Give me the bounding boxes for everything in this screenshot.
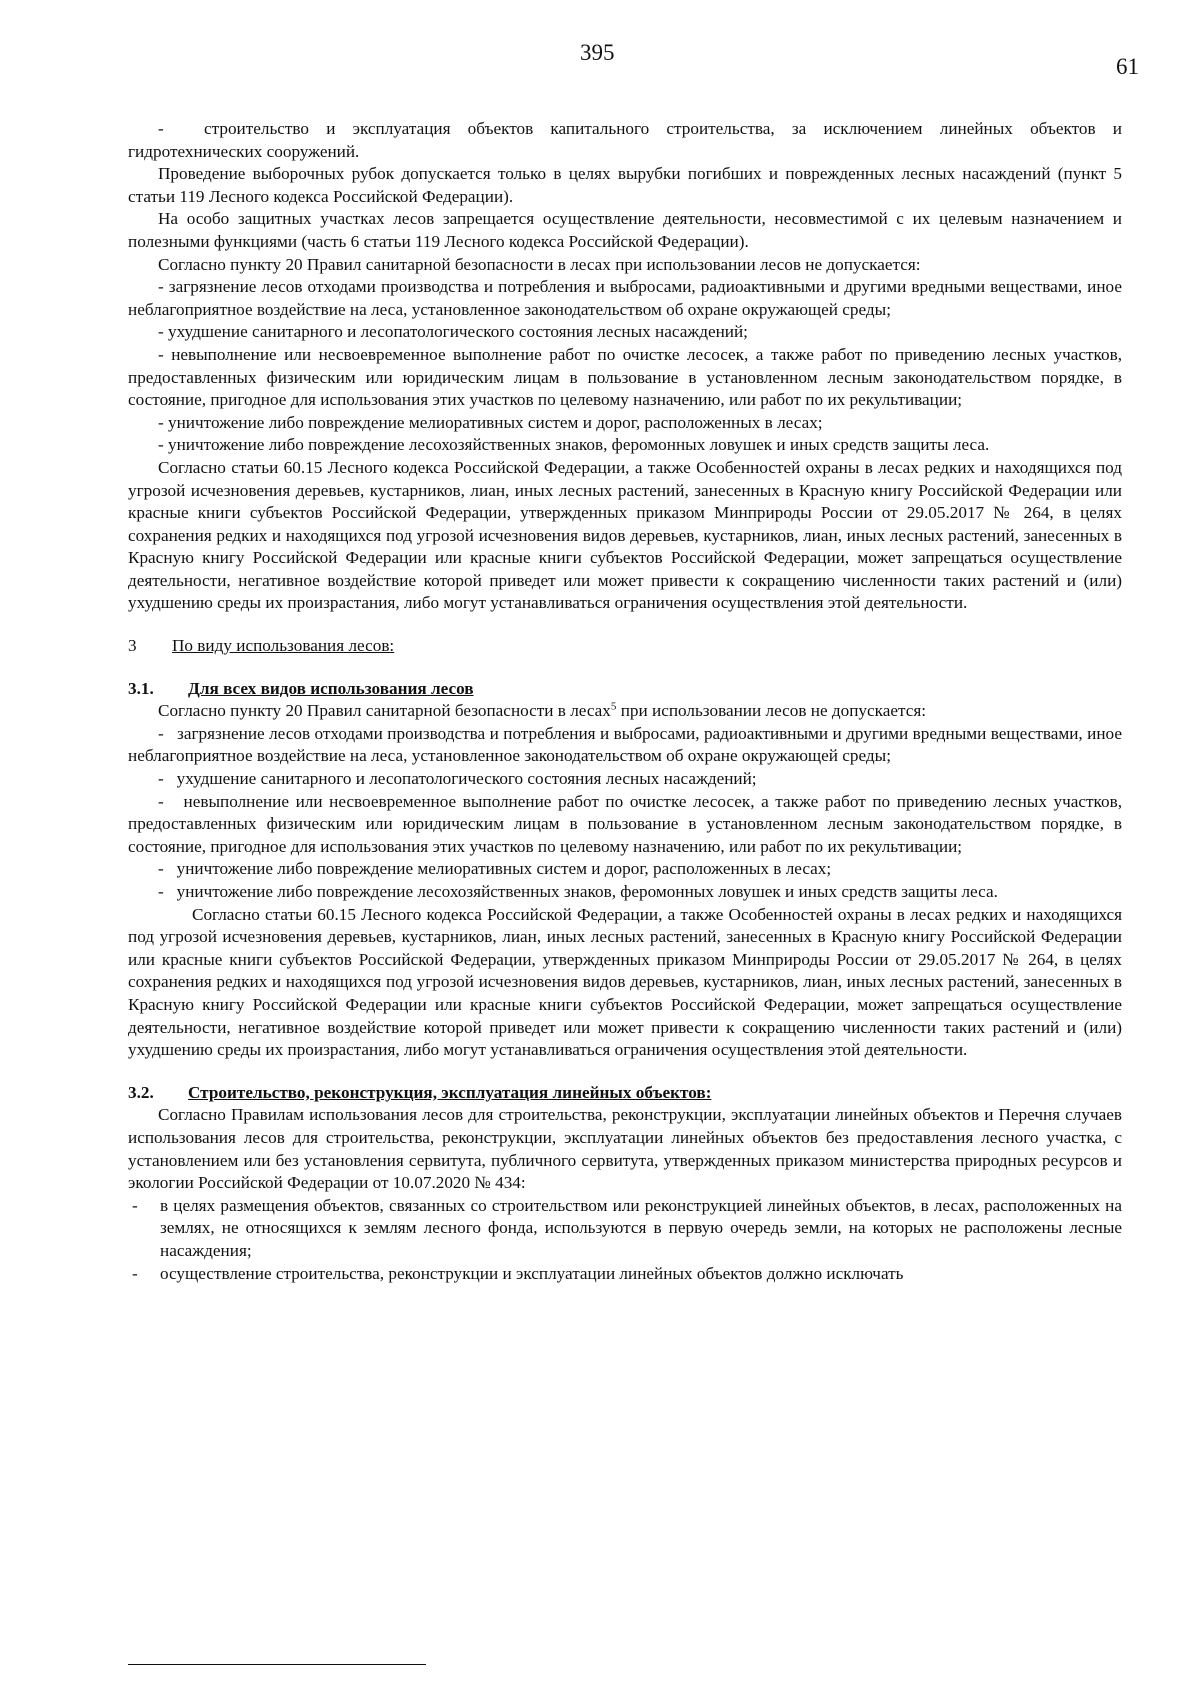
- list-item-text: уничтожение либо повреждение лесохозяйственных знаков, феромонных ловушек и иных средств защиты леса.: [176, 882, 998, 901]
- bullet-list: [128, 1195, 1122, 1285]
- paragraph: Согласно статьи 60.15 Лесного кодекса Российской Федерации, а также Особенностей охраны в лесах редких и находящихся под угрозой исчезновения деревьев, кустарников, лиан, иных лесных растений, занесенных в Красную книгу Российской Федерации или красные книги субъектов Российской Федерации, утвержденных приказом Минприроды России от 29.05.2017 № 264, в целях сохранения редких и находящихся под угрозой исчезновения видов деревьев, кустарников, лиан, иных лесных растений, занесенных в Красную книгу Российской Федерации или красные книги субъектов Российской Федерации, может запрещаться осуществление деятельности, негативное воздействие которой приведет или может привести к сокращению численности таких растений и (или) ухудшению среды их произрастания, либо могут устанавливаться ограничения осуществления этой деятельности.: [128, 904, 1122, 1060]
- paragraph: - ухудшение санитарного и лесопатологического состояния лесных насаждений;: [158, 322, 748, 342]
- list-dash: -: [158, 769, 164, 789]
- paragraph-text: при использовании лесов не допускается:: [616, 701, 927, 721]
- list-item: [128, 881, 1122, 904]
- paragraph: Проведение выборочных рубок допускается только в целях вырубки погибших и поврежденных лесных насаждений (пункт 5 статьи 119 Лесного кодекса Российской Федерации).: [128, 164, 1122, 206]
- stamp-page-number: 395: [580, 40, 615, 65]
- subsection-title: Строительство, реконструкция, эксплуатация линейных объектов:: [188, 1082, 712, 1102]
- subsection-number: 3.2.: [128, 1082, 154, 1102]
- list-item: [128, 1195, 1122, 1263]
- paragraph: - загрязнение лесов отходами производства и потребления и выбросами, радиоактивными и другими вредными веществами, иное неблагоприятное воздействие на леса, установленное законодательством об охране окружающей среды;: [128, 277, 1122, 319]
- list-dash: -: [158, 859, 164, 879]
- subsection-heading: [128, 1082, 1122, 1105]
- list-dash: -: [158, 882, 164, 901]
- list-item-text: загрязнение лесов отходами производства и потребления и выбросами, радиоактивными и другими вредными веществами, иное неблагоприятное воздействие на леса, установленное законодательством об охране окружающей среды;: [128, 723, 1122, 766]
- paragraph: Согласно пункту 20 Правил санитарной безопасности в лесах при использовании лесов не допускается:: [158, 254, 921, 274]
- list-item: [128, 1263, 1122, 1286]
- paragraph-text: Согласно пункту 20 Правил санитарной безопасности в лесах: [158, 701, 611, 721]
- list-item-text: ухудшение санитарного и лесопатологического состояния лесных насаждений;: [176, 769, 757, 789]
- list-dash: -: [158, 791, 164, 811]
- list-dash: -: [132, 1195, 138, 1215]
- list-item-text: осуществление строительства, реконструкции и эксплуатации линейных объектов должно исключать: [160, 1263, 904, 1283]
- paragraph: - уничтожение либо повреждение лесохозяйственных знаков, феромонных ловушек и иных средств защиты леса.: [158, 435, 990, 455]
- paragraph: [128, 118, 1122, 163]
- paragraph-text: строительство и эксплуатация объектов капитального строительства, за исключением линейных объектов и гидротехнических сооружений.: [128, 119, 1122, 161]
- paragraph: На особо защитных участках лесов запрещается осуществление деятельности, несовместимой с их целевым назначением и полезными функциями (часть 6 статьи 119 Лесного кодекса Российской Федерации).: [128, 209, 1122, 251]
- section-title: По виду использования лесов:: [172, 636, 395, 656]
- footnote-reference[interactable]: 5: [610, 700, 617, 713]
- list-dash: -: [158, 723, 164, 743]
- list-item-text: в целях размещения объектов, связанных со строительством или реконструкцией линейных объектов, в лесах, расположенных на землях, не относящихся к землям лесного фонда, используются в первую очередь земли, на которых не расположены лесные насаждения;: [160, 1195, 1122, 1260]
- subsection-heading: [128, 678, 1122, 701]
- list-item-text: невыполнение или несвоевременное выполнение работ по очистке лесосек, а также работ по приведению лесных участков, предоставленных физическим или юридическим лицам в пользование в установленном лесным законодательством порядке, в состояние, пригодное для использования этих участков по целевому назначению, или работ по их рекультивации;: [128, 791, 1122, 856]
- list-item: [128, 791, 1122, 859]
- list-item: [128, 858, 1122, 881]
- footnote-separator: [128, 1664, 426, 1665]
- list-dash: -: [158, 119, 164, 138]
- section-heading: [128, 635, 1122, 658]
- list-dash: -: [132, 1263, 138, 1283]
- list-item-text: уничтожение либо повреждение мелиоративных систем и дорог, расположенных в лесах;: [176, 859, 832, 879]
- document-body: [128, 118, 1122, 1285]
- list-item: [128, 768, 1122, 791]
- paragraph: [128, 700, 1122, 723]
- section-number: 3: [128, 636, 137, 656]
- paragraph: - невыполнение или несвоевременное выполнение работ по очистке лесосек, а также работ по приведению лесных участков, предоставленных физическим или юридическим лицам в пользование в установленном лесным законодательством порядке, в состояние, пригодное для использования этих участков по целевому назначению, или работ по их рекультивации;: [128, 344, 1122, 410]
- page-number: 61: [1116, 54, 1139, 79]
- list-item: [128, 723, 1122, 768]
- subsection-title: Для всех видов использования лесов: [188, 678, 474, 698]
- paragraph: Согласно статьи 60.15 Лесного кодекса Российской Федерации, а также Особенностей охраны в лесах редких и находящихся под угрозой исчезновения деревьев, кустарников, лиан, иных лесных растений, занесенных в Красную книгу Российской Федерации или красные книги субъектов Российской Федерации, утвержденных приказом Минприроды России от 29.05.2017 № 264, в целях сохранения редких и находящихся под угрозой исчезновения видов деревьев, кустарников, лиан, иных лесных растений, занесенных в Красную книгу Российской Федерации или красные книги субъектов Российской Федерации, может запрещаться осуществление деятельности, негативное воздействие которой приведет или может привести к сокращению численности таких растений и (или) ухудшению среды их произрастания, либо могут устанавливаться ограничения осуществления этой деятельности.: [128, 457, 1122, 613]
- paragraph: - уничтожение либо повреждение мелиоративных систем и дорог, расположенных в лесах;: [158, 412, 823, 432]
- paragraph: Согласно Правилам использования лесов для строительства, реконструкции, эксплуатации линейных объектов и Перечня случаев использования лесов для строительства, реконструкции, эксплуатации линейных объектов без предоставления лесного участка, с установлением или без установления сервитута, публичного сервитута, утвержденных приказом министерства природных ресурсов и экологии Российской Федерации от 10.07.2020 № 434:: [128, 1105, 1122, 1193]
- subsection-number: 3.1.: [128, 678, 154, 698]
